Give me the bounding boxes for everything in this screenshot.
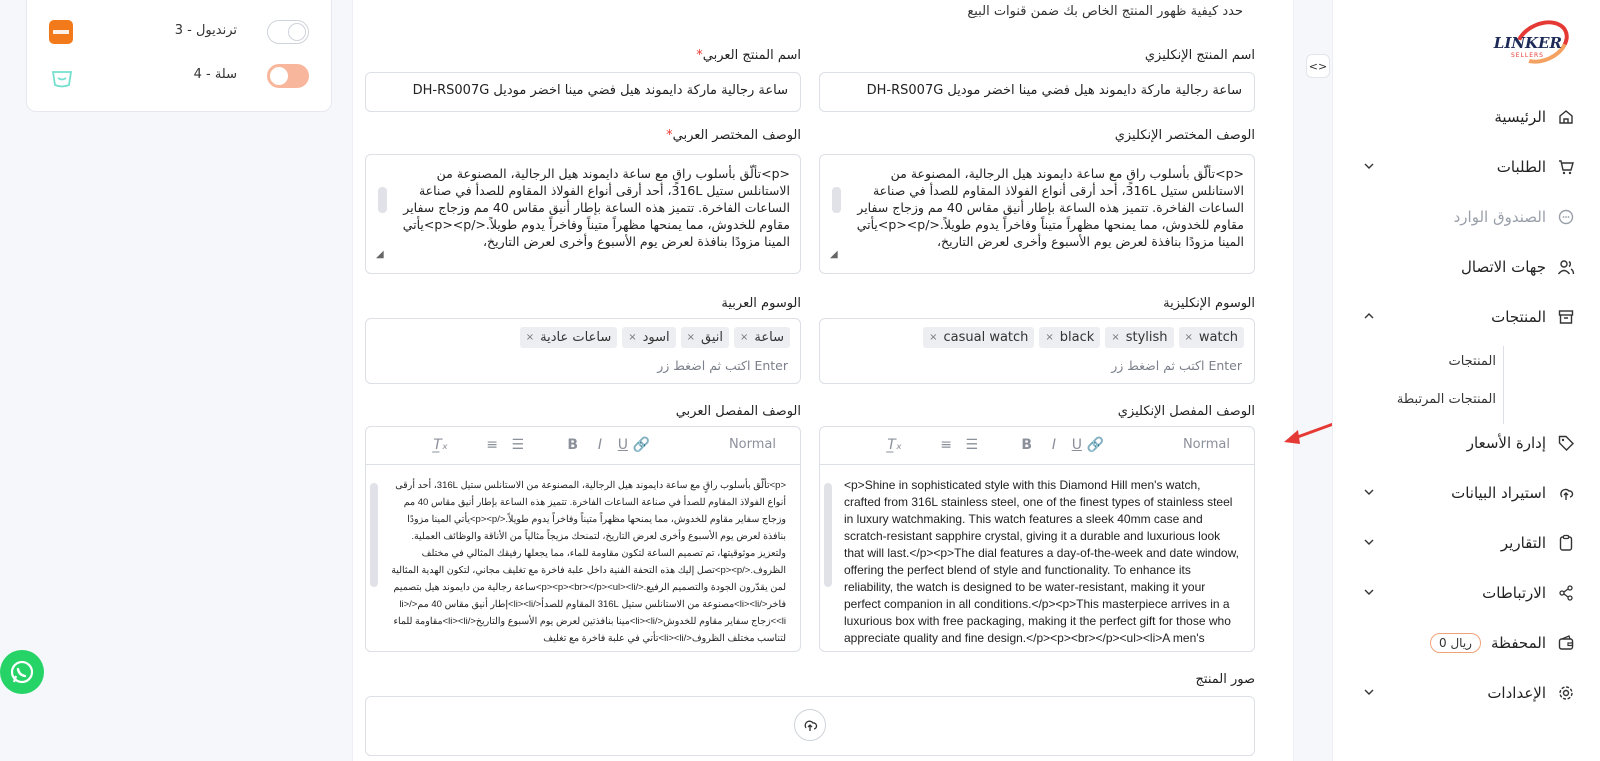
chevron-down-icon[interactable] — [1362, 159, 1376, 173]
channel-toggle-trendyol[interactable] — [267, 20, 309, 44]
linker-logo[interactable]: LINKER SELLERS — [1506, 22, 1570, 66]
scrollbar[interactable] — [832, 169, 841, 249]
close-icon[interactable]: × — [686, 332, 696, 343]
chevron-down-icon[interactable] — [1362, 485, 1376, 499]
tag-chip[interactable]: stylish × — [1105, 327, 1173, 348]
scrollbar[interactable] — [378, 169, 387, 249]
clear-format-icon[interactable]: T̲ₓ — [433, 437, 448, 453]
close-icon[interactable]: × — [1045, 332, 1054, 343]
underline-icon[interactable]: U — [1071, 437, 1082, 453]
box-icon — [1556, 307, 1576, 327]
sidebar-subitem-products[interactable]: المنتجات — [1448, 353, 1496, 369]
short-en-textarea[interactable] — [819, 154, 1255, 274]
link-icon[interactable]: 🔗 — [1086, 437, 1104, 453]
tag-chip[interactable]: ساعات عادية × — [520, 327, 617, 348]
short-en-label: الوصف المختصر الإنكليزي — [1114, 128, 1255, 143]
tag-chip[interactable]: ساعة × — [734, 327, 790, 348]
sidebar-item-pricing[interactable]: إدارة الأسعار — [1332, 418, 1600, 468]
sidebar-item-integrations[interactable]: الارتباطات — [1332, 568, 1600, 618]
sales-channels-card — [26, 0, 332, 112]
sidebar-item-products[interactable]: المنتجات — [1332, 292, 1600, 342]
salla-icon — [49, 64, 73, 88]
underline-icon[interactable]: U — [617, 437, 628, 453]
sidebar-item-orders[interactable]: الطلبات — [1332, 142, 1600, 192]
detail-ar-label: الوصف المفصل العربي — [675, 404, 801, 419]
tags-en-input[interactable] — [819, 318, 1255, 384]
sidebar-item-import[interactable]: استيراد البيانات — [1332, 468, 1600, 518]
format-select[interactable]: Normal — [728, 437, 776, 452]
sidebar-collapse-button[interactable]: <> — [1306, 54, 1330, 78]
tags-ar-input[interactable] — [365, 318, 801, 384]
images-label: صور المنتج — [1195, 672, 1255, 687]
format-select[interactable]: Normal — [1182, 437, 1230, 452]
sidebar-item-home[interactable]: الرئيسية — [1332, 92, 1600, 142]
italic-icon[interactable]: I — [597, 437, 602, 453]
sidebar-nav — [1332, 92, 1600, 718]
sidebar — [1332, 0, 1600, 761]
products-submenu — [1332, 342, 1600, 418]
chat-icon — [1556, 207, 1576, 227]
close-icon[interactable]: × — [1111, 332, 1120, 343]
channel-label: ترنديول - 3 — [174, 23, 237, 38]
image-upload-area[interactable] — [365, 696, 1255, 756]
wallet-icon — [1556, 633, 1576, 653]
detail-ar-editor[interactable] — [365, 426, 801, 652]
close-icon[interactable]: × — [929, 332, 938, 343]
bold-icon[interactable]: B — [1021, 437, 1032, 453]
users-icon — [1556, 257, 1576, 277]
chevron-down-icon[interactable] — [1362, 585, 1376, 599]
short-ar-label: *الوصف المختصر العربي — [666, 128, 801, 143]
channel-label: سلة - 4 — [193, 67, 237, 82]
tag-chip[interactable]: اسود × — [622, 327, 675, 348]
short-en-text: <p>تألّق بأسلوب راقٍ مع ساعة دايموند هيل الرجالية، المصنوعة من الاستانلس ستيل 316L، أحد أرقى أنواع الفولاذ المقاوم للصدأ في صناعة الساعات الفاخرة. تتميز هذه الساعة بإطار أنيق مقاس 40 مم وزجاج سفاير مقاوم للخدوش، مما يمنحها مظهراً متيناً وفاخراً يدوم طويلاً.</p><p>يأتي المينا مزودًا بنافذة لعرض يوم الأسبوع وأخرى لعرض التاريخ، — [856, 166, 1244, 249]
detail-en-content[interactable]: <p>Shine in sophisticated style with this Diamond Hill men's watch, crafted from 316L stainless steel, one of the finest types of stainless steel in luxury watchmaking. This watch features a sleek 40mm case and scratch-resistant sapphire crystal, giving it a durable and luxurious look that will last.</p><p>The dial features a day-of-the-week and date window, offering the perfect blend of style and functionality. To enhance its reliability, the watch is designed to be water-resistant, making it your perfect companion in all conditions.</p><p>This masterpiece arrives in a luxurious box with free packaging, making it the perfect gift for those who appreciate quality and fine design.</p><p><br></p><ul><li>A men's — [844, 478, 1239, 645]
editor-toolbar — [366, 427, 800, 465]
sidebar-item-inbox[interactable]: الصندوق الوارد — [1332, 192, 1600, 242]
name-en-input[interactable]: ساعة رجالية ماركة دايموند هيل فضي مينا اخضر موديل DH-RS007G — [819, 72, 1255, 112]
sidebar-item-settings[interactable]: الإعدادات — [1332, 668, 1600, 718]
tags-ar-label: الوسوم العربية — [721, 296, 801, 311]
italic-icon[interactable]: I — [1051, 437, 1056, 453]
sidebar-item-wallet[interactable]: المحفظة 0 ريال — [1332, 618, 1600, 668]
close-icon[interactable]: × — [525, 332, 535, 343]
chevron-down-icon[interactable] — [1362, 535, 1376, 549]
scrollbar[interactable] — [824, 471, 832, 647]
scrollbar[interactable] — [370, 471, 378, 647]
bold-icon[interactable]: B — [567, 437, 578, 453]
share-icon — [1556, 583, 1576, 603]
detail-ar-content[interactable]: <p>تألّق بأسلوب راقٍ مع ساعة دايموند هيل الرجالية، المصنوعة من الاستانلس ستيل 316L، أحد أرقى أنواع الفولاذ المقاوم للصدأ في صناعة الساعات الفاخرة. تتميز هذه الساعة بإطار أنيق مقاس 40 مم وزجاج سفاير مقاوم للخدوش، مما يمنحها مظهراً متيناً وفاخراً يدوم طويلاً.</p><p>يأتي المينا مزودًا بنافذة لعرض يوم الأسبوع وأخرى لعرض التاريخ، لتمنحك مزيجاً مثالياً من الأناقة والوظائف العملية. ولتعزيز موثوقيتها، تم تصميم الساعة لتكون مقاومة للماء، مما يجعلها رفيقك المثالي في مختلف الظروف.</p><p>تصل إليك هذه التحفة الفنية داخل علبة فاخرة مع تغليف مجاني، لتكون الهدية المثالية لمن يقدّرون الجودة والتصميم الرفيع.</p><p><br></p><ul><li>ساعة رجالية من دايموند هيل بتصميم فاخر</li><li>مصنوعة من الاستانلس ستيل 316L المقاوم للصدأ</li><li>إطار أنيق مقاس 40 مم</li><li>زجاج سفاير مقاوم للخدوش</li><li>مينا بنافذتين لعرض يوم الأسبوع والتاريخ</li><li>مقاومة للماء لتناسب مختلف الظروف</li><li>تأتي في علبة فاخرة مع تغليف — [391, 480, 786, 644]
editor-toolbar — [820, 427, 1254, 465]
close-icon[interactable]: × — [1184, 332, 1193, 343]
tag-chip[interactable]: black × — [1039, 327, 1100, 348]
product-form-panel — [352, 0, 1294, 761]
close-icon[interactable]: × — [740, 332, 749, 343]
ordered-list-icon[interactable]: ≡ — [486, 437, 498, 453]
channel-toggle-salla[interactable] — [267, 64, 309, 88]
tag-chip[interactable]: انيق × — [681, 327, 729, 348]
section-subtitle: حدد كيفية ظهور المنتج الخاص بك ضمن قنوات البيع — [967, 4, 1243, 19]
upload-cloud-icon — [1556, 483, 1576, 503]
resize-handle-icon[interactable]: ◢ — [830, 249, 838, 260]
channel-row-salla — [27, 61, 333, 91]
chevron-down-icon[interactable] — [1362, 685, 1376, 699]
tags-ar-placeholder: اكتب ثم اضغط زر Enter — [657, 358, 788, 373]
chevron-up-icon[interactable] — [1362, 309, 1376, 323]
ordered-list-icon[interactable]: ≡ — [940, 437, 952, 453]
name-en-label: اسم المنتج الإنكليزي — [1144, 48, 1255, 63]
detail-en-label: الوصف المفصل الإنكليزي — [1117, 404, 1255, 419]
short-ar-textarea[interactable] — [365, 154, 801, 274]
wallet-balance-badge: 0 ريال — [1430, 633, 1481, 653]
whatsapp-icon[interactable] — [0, 650, 44, 694]
section-header — [967, 0, 1243, 19]
cart-icon — [1556, 157, 1576, 177]
short-ar-text: <p>تألّق بأسلوب راقٍ مع ساعة دايموند هيل الرجالية، المصنوعة من الاستانلس ستيل 316L، أحد أرقى أنواع الفولاذ المقاوم للصدأ في صناعة الساعات الفاخرة. تتميز هذه الساعة بإطار أنيق مقاس 40 مم وزجاج سفاير مقاوم للخدوش، مما يمنحها مظهراً متيناً وفاخراً يدوم طويلاً.</p><p>يأتي المينا مزودًا بنافذة لعرض يوم الأسبوع وأخرى لعرض التاريخ، — [402, 166, 790, 249]
bullet-list-icon[interactable]: ☰ — [511, 437, 524, 453]
tags-en-placeholder: اكتب ثم اضغط زر Enter — [1111, 358, 1242, 373]
name-ar-label: *اسم المنتج العربي — [696, 48, 801, 63]
name-ar-input[interactable]: ساعة رجالية ماركة دايموند هيل فضي مينا اخضر موديل DH-RS007G — [365, 72, 801, 112]
tags-en-label: الوسوم الإنكليزية — [1163, 296, 1255, 311]
home-icon — [1556, 107, 1576, 127]
link-icon[interactable]: 🔗 — [632, 437, 650, 453]
trendyol-icon — [49, 20, 73, 44]
resize-handle-icon[interactable]: ◢ — [376, 249, 384, 260]
detail-en-editor[interactable] — [819, 426, 1255, 652]
channel-row-trendyol — [27, 17, 333, 47]
gear-icon — [1556, 683, 1576, 703]
clipboard-icon — [1556, 533, 1576, 553]
clear-format-icon[interactable]: T̲ₓ — [887, 437, 902, 453]
red-arrow-icon — [1282, 420, 1338, 446]
sidebar-item-reports[interactable]: التقارير — [1332, 518, 1600, 568]
upload-icon[interactable] — [794, 709, 826, 741]
bullet-list-icon[interactable]: ☰ — [965, 437, 978, 453]
tag-chip[interactable]: casual watch × — [923, 327, 1034, 348]
tag-chip[interactable]: watch × — [1179, 327, 1244, 348]
tag-icon — [1556, 433, 1576, 453]
sidebar-subitem-linked-products[interactable]: المنتجات المرتبطة — [1396, 391, 1496, 407]
close-icon[interactable]: × — [628, 332, 637, 343]
sidebar-item-contacts[interactable]: جهات الاتصال — [1332, 242, 1600, 292]
